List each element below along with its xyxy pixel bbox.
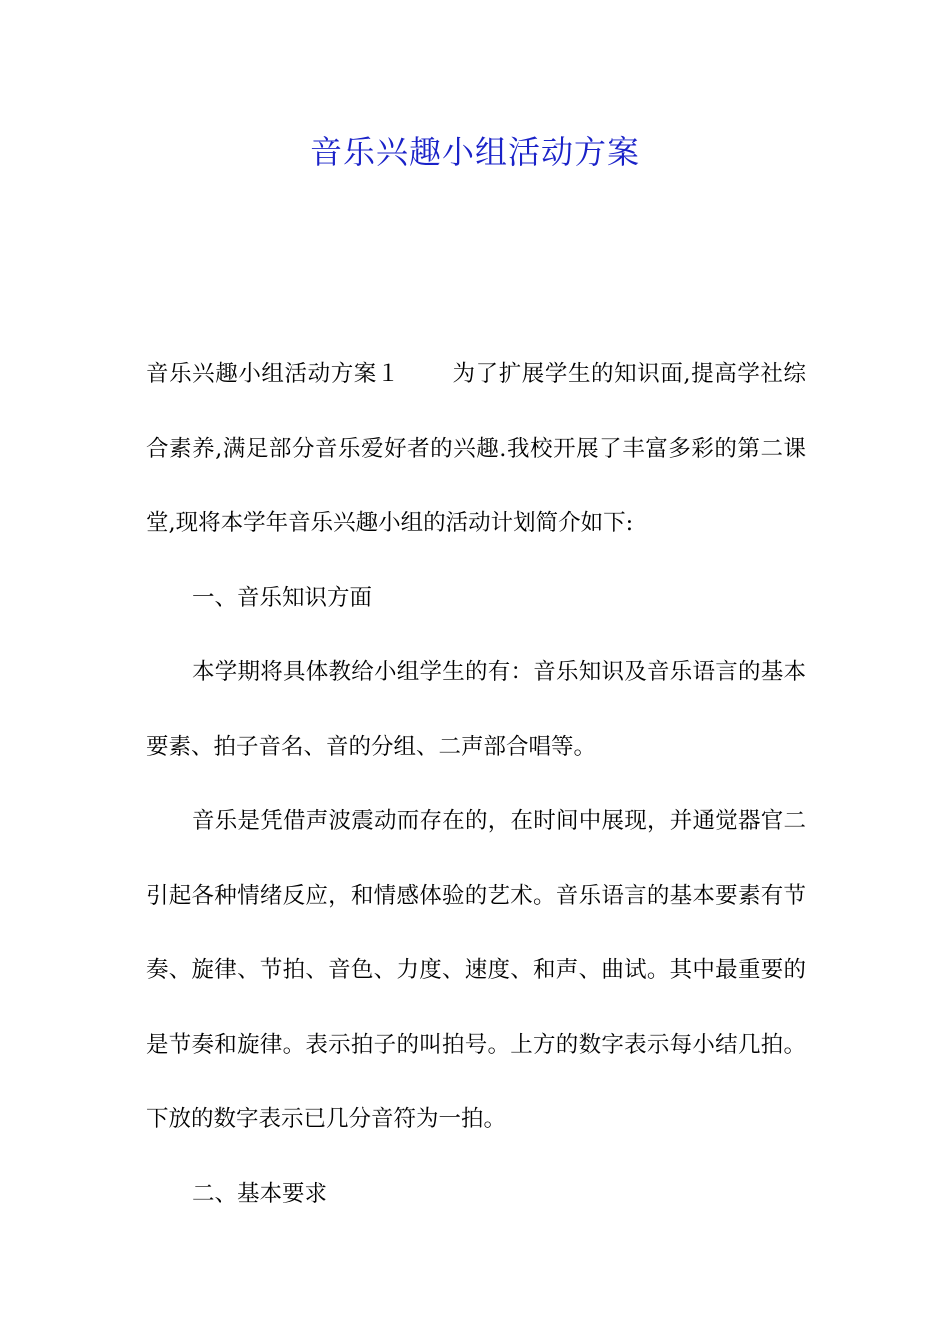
intro-heading: 音乐兴趣小组活动方案１ <box>146 361 400 387</box>
intro-paragraph <box>146 337 806 561</box>
section1-paragraph-1: 本学期将具体教给小组学生的有：音乐知识及音乐语言的基本要素、拍子音名、音的分组、二声部合唱等。 <box>146 659 806 760</box>
intro-text: 为了扩展学生的知识面,提高学社综合素养,满足部分音乐爱好者的兴趣.我校开展了丰富多彩的第二课堂,现将本学年音乐兴趣小组的活动计划简介如下: <box>146 361 806 536</box>
document-body <box>146 337 806 1231</box>
section1-heading: 一、音乐知识方面 <box>192 584 373 611</box>
section2-heading: 二、基本要求 <box>192 1180 328 1207</box>
section1-paragraph-2: 音乐是凭借声波震动而存在的，在时间中展现，并通觉器官二引起各种情绪反应，和情感体验的艺术。音乐语言的基本要素有节奏、旋律、节拍、音色、力度、速度、和声、曲试。其中最重要的是节奏和旋律。表示拍子的叫拍号。上方的数字表示每小结几拍。下放的数字表示已几分音符为一拍。 <box>146 808 806 1132</box>
document-title: 音乐兴趣小组活动方案 <box>309 133 640 171</box>
